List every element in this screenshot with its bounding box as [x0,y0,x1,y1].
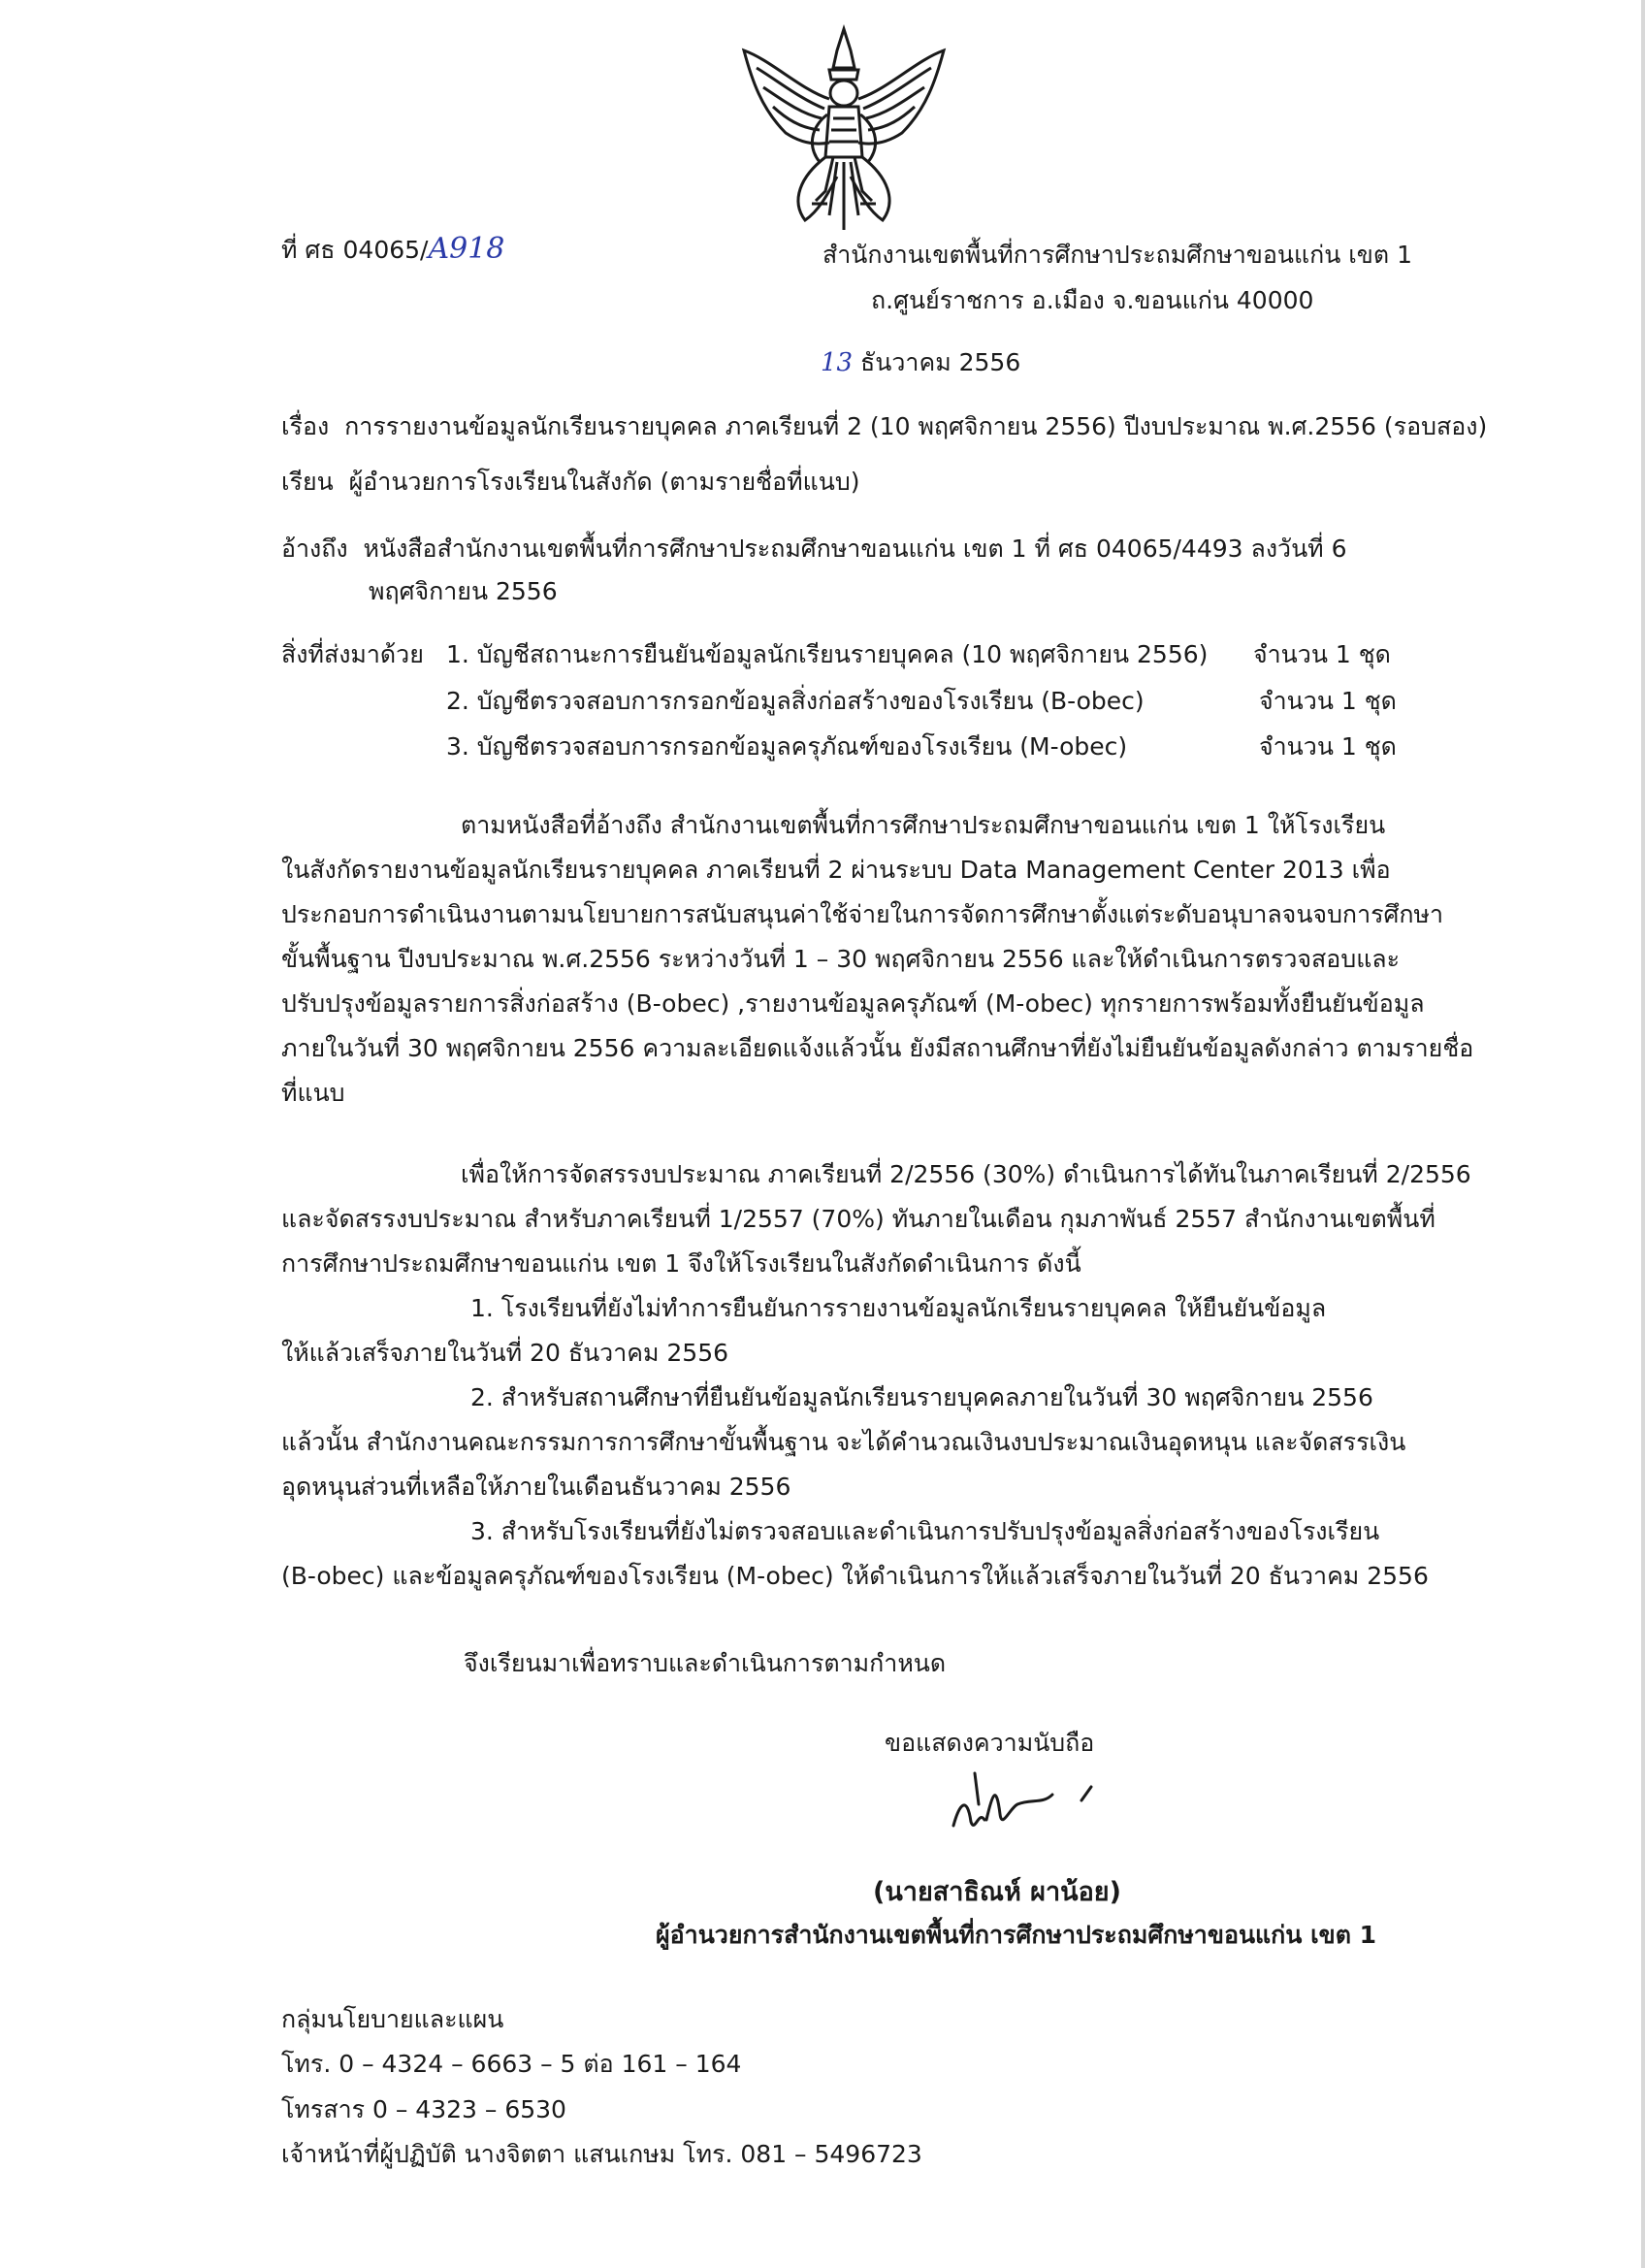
reference-label: อ้างถึง [281,535,348,563]
reference-text: หนังสือสำนักงานเขตพื้นที่การศึกษาประถมศึกษาขอนแก่น เขต 1 ที่ ศธ 04065/4493 ลงวันที่ 6 [363,535,1347,563]
paragraph-line: ที่แนบ [281,1079,345,1107]
body-paragraph-1 [281,803,1473,1116]
paragraph-line: (B-obec) และข้อมูลครุภัณฑ์ของโรงเรียน (M-obec) ให้ดำเนินการให้แล้วเสร็จภายในวันที่ 20 ธันวาคม 2556 [281,1562,1429,1590]
reference-line [281,533,1347,566]
paragraph-line: ตามหนังสือที่อ้างถึง สำนักงานเขตพื้นที่การศึกษาประถมศึกษาขอนแก่น เขต 1 ให้โรงเรียน [461,811,1386,839]
paragraph-line: ขั้นพื้นฐาน ปีงบประมาณ พ.ศ.2556 ระหว่างวันที่ 1 – 30 พฤศจิกายน 2556 และให้ดำเนินการตรวจสอบและ [281,945,1401,973]
enclosure-item: 3. บัญชีตรวจสอบการกรอกข้อมูลครุภัณฑ์ของโรงเรียน (M-obec) [446,732,1128,761]
footer-department: กลุ่มนโยบายและแผน [281,2005,504,2033]
document-date [821,346,1020,379]
closing-line: จึงเรียนมาเพื่อทราบและดำเนินการตามกำหนด [464,1649,947,1677]
paragraph-line: อุดหนุนส่วนที่เหลือให้ภายในเดือนธันวาคม 2556 [281,1473,791,1501]
enclosure-qty: จำนวน 1 ชุด [1259,687,1397,715]
doc-number-prefix: ที่ ศธ 04065/ [281,236,429,264]
paragraph-line: 1. โรงเรียนที่ยังไม่ทำการยืนยันการรายงานข้อมูลนักเรียนรายบุคคล ให้ยืนยันข้อมูล [470,1294,1327,1322]
paragraph-line: ให้แล้วเสร็จภายในวันที่ 20 ธันวาคม 2556 [281,1339,729,1367]
paragraph-line: ในสังกัดรายงานข้อมูลนักเรียนรายบุคคล ภาคเรียนที่ 2 ผ่านระบบ Data Management Center 2013 เพื่อ [281,856,1391,884]
paragraph-line: เพื่อให้การจัดสรรงบประมาณ ภาคเรียนที่ 2/2556 (30%) ดำเนินการได้ทันในภาคเรียนที่ 2/2556 [461,1160,1471,1188]
signatory-name: (นายสาธิณห์ ผาน้อย) [873,1877,1121,1907]
office-address: ถ.ศูนย์ราชการ อ.เมือง จ.ขอนแก่น 40000 [871,286,1314,314]
signature-mark [946,1766,1140,1853]
subject-line [281,410,1487,443]
body-paragraph-2 [281,1152,1471,1599]
scan-edge [1641,0,1645,2268]
recipient-line [281,466,859,499]
office-name: สำนักงานเขตพื้นที่การศึกษาประถมศึกษาขอนแก่น เขต 1 [822,241,1412,269]
paragraph-line: 2. สำหรับสถานศึกษาที่ยืนยันข้อมูลนักเรียนรายบุคคลภายในวันที่ 30 พฤศจิกายน 2556 [470,1383,1373,1411]
footer-fax: โทรสาร 0 – 4323 – 6530 [281,2095,566,2123]
reference-text-continued: พฤศจิกายน 2556 [369,577,558,605]
paragraph-line: การศึกษาประถมศึกษาขอนแก่น เขต 1 จึงให้โรงเรียนในสังกัดดำเนินการ ดังนี้ [281,1249,1081,1278]
enclosure-qty: จำนวน 1 ชุด [1253,640,1391,668]
paragraph-line: 3. สำหรับโรงเรียนที่ยังไม่ตรวจสอบและดำเนินการปรับปรุงข้อมูลสิ่งก่อสร้างของโรงเรียน [470,1517,1380,1545]
paragraph-line: แล้วนั้น สำนักงานคณะกรรมการการศึกษาขั้นพื้นฐาน จะได้คำนวณเงินงบประมาณเงินอุดหนุน และจัดสรรเงิน [281,1428,1406,1456]
enclosures-label: สิ่งที่ส่งมาด้วย [281,640,424,668]
footer-phone: โทร. 0 – 4324 – 6663 – 5 ต่อ 161 – 164 [281,2050,742,2078]
enclosure-qty: จำนวน 1 ชุด [1259,732,1397,761]
doc-number-handwritten: A918 [428,232,505,266]
doc-number [281,233,504,267]
recipient-text: ผู้อำนวยการโรงเรียนในสังกัด (ตามรายชื่อที่แนบ) [348,468,860,496]
salutation: ขอแสดงความนับถือ [885,1729,1095,1757]
footer-officer: เจ้าหน้าที่ผู้ปฏิบัติ นางจิตตา แสนเกษม โทร. 081 – 5496723 [281,2140,922,2168]
date-day-handwritten: 13 [821,348,854,377]
subject-label: เรื่อง [281,412,330,440]
enclosure-item: 1. บัญชีสถานะการยืนยันข้อมูลนักเรียนรายบุคคล (10 พฤศจิกายน 2556) [446,640,1209,668]
date-month-year: ธันวาคม 2556 [860,348,1021,376]
signatory-position: ผู้อำนวยการสำนักงานเขตพื้นที่การศึกษาประถมศึกษาขอนแก่น เขต 1 [656,1921,1377,1949]
garuda-emblem-icon [732,21,955,244]
subject-text: การรายงานข้อมูลนักเรียนรายบุคคล ภาคเรียนที่ 2 (10 พฤศจิกายน 2556) ปีงบประมาณ พ.ศ.2556 (รอบสอง) [344,412,1488,440]
enclosure-item: 2. บัญชีตรวจสอบการกรอกข้อมูลสิ่งก่อสร้างของโรงเรียน (B-obec) [446,687,1145,715]
paragraph-line: ประกอบการดำเนินงานตามนโยบายการสนับสนุนค่าใช้จ่ายในการจัดการศึกษาตั้งแต่ระดับอนุบาลจนจบการศึกษา [281,900,1444,928]
paragraph-line: ปรับปรุงข้อมูลรายการสิ่งก่อสร้าง (B-obec) ,รายงานข้อมูลครุภัณฑ์ (M-obec) ทุกรายการพร้อมทั้งยืนยันข้อมูล [281,989,1425,1018]
paragraph-line: ภายในวันที่ 30 พฤศจิกายน 2556 ความละเอียดแจ้งแล้วนั้น ยังมีสถานศึกษาที่ยังไม่ยืนยันข้อมูลดังกล่าว ตามรายชื่อ [281,1034,1474,1062]
recipient-label: เรียน [281,468,334,496]
paragraph-line: และจัดสรรงบประมาณ สำหรับภาคเรียนที่ 1/2557 (70%) ทันภายในเดือน กุมภาพันธ์ 2557 สำนักงานเขตพื้นที่ [281,1205,1435,1233]
